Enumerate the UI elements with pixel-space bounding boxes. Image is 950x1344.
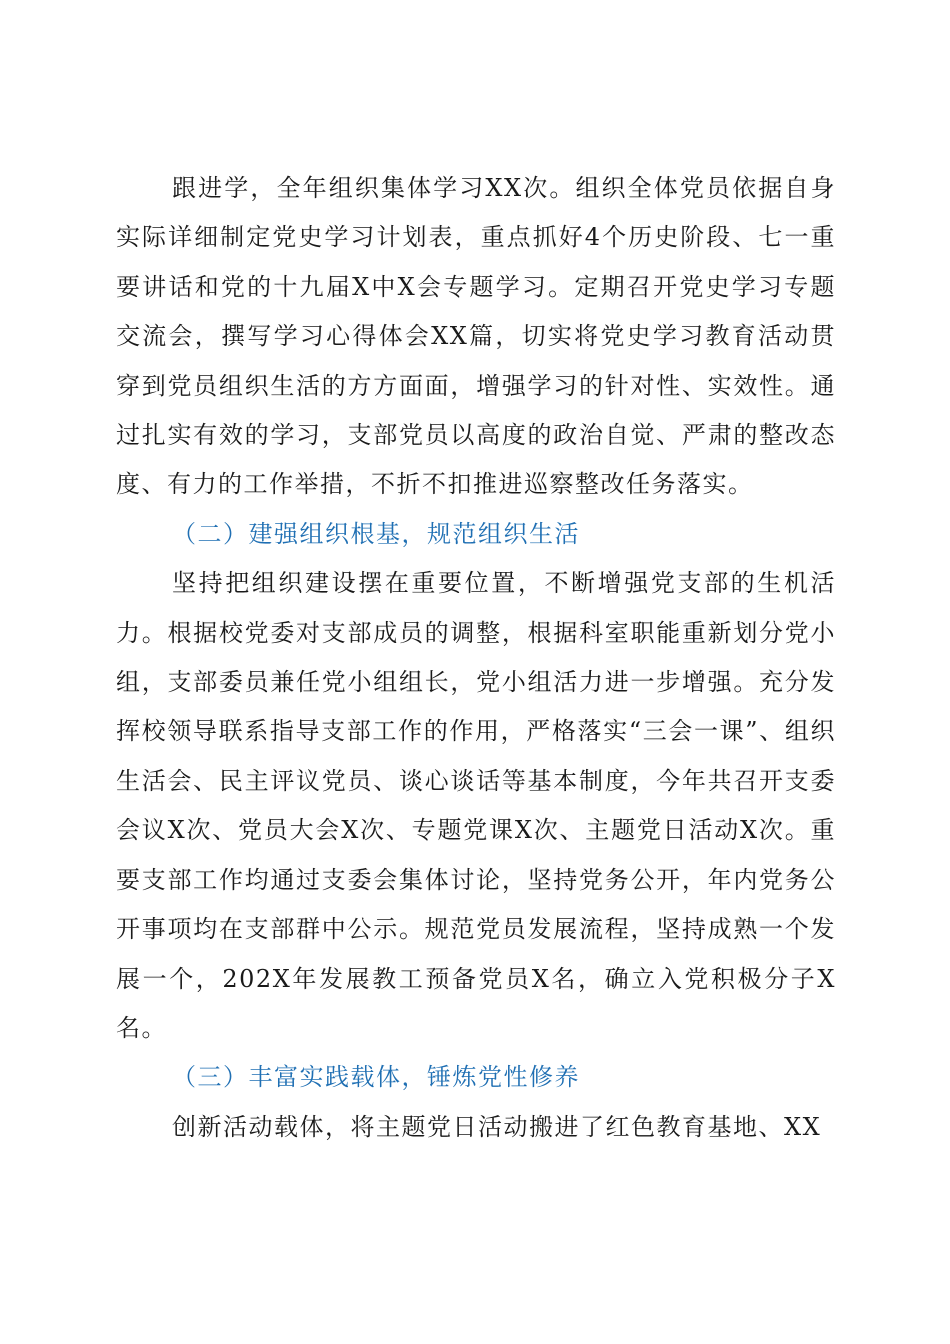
section-heading: （二）建强组织根基，规范组织生活 — [172, 519, 580, 548]
document-body — [116, 164, 836, 1152]
section-heading: （三）丰富实践载体，锤炼党性修养 — [172, 1063, 580, 1092]
body-paragraph: 跟进学，全年组织集体学习XX次。组织全体党员依据自身实际详细制定党史学习计划表，重点抓好4个历史阶段、七一重要讲话和党的十九届X中X会专题学习。定期召开党史学习专题交流会，撰写学习心得体会XX篇，切实将党史学习教育活动贯穿到党员组织生活的方方面面，增强学习的针对性、实效性。通过扎实有效的学习，支部党员以高度的政治自觉、严肃的整改态度、有力的工作举措，不折不扣推进巡察整改任务落实。 — [116, 174, 836, 499]
body-paragraph: 坚持把组织建设摆在重要位置，不断增强党支部的生机活力。根据校党委对支部成员的调整，根据科室职能重新划分党小组，支部委员兼任党小组组长，党小组活力进一步增强。充分发挥校领导联系指导支部工作的作用，严格落实“三会一课”、组织生活会、民主评议党员、谈心谈话等基本制度，今年共召开支委会议X次、党员大会X次、专题党课X次、主题党日活动X次。重要支部工作均通过支委会集体讨论，坚持党务公开，年内党务公开事项均在支部群中公示。规范党员发展流程，坚持成熟一个发展一个，202X年发展教工预备党员X名，确立入党积极分子X名。 — [116, 569, 836, 1042]
body-paragraph: 创新活动载体，将主题党日活动搬进了红色教育基地、XX — [172, 1112, 822, 1141]
